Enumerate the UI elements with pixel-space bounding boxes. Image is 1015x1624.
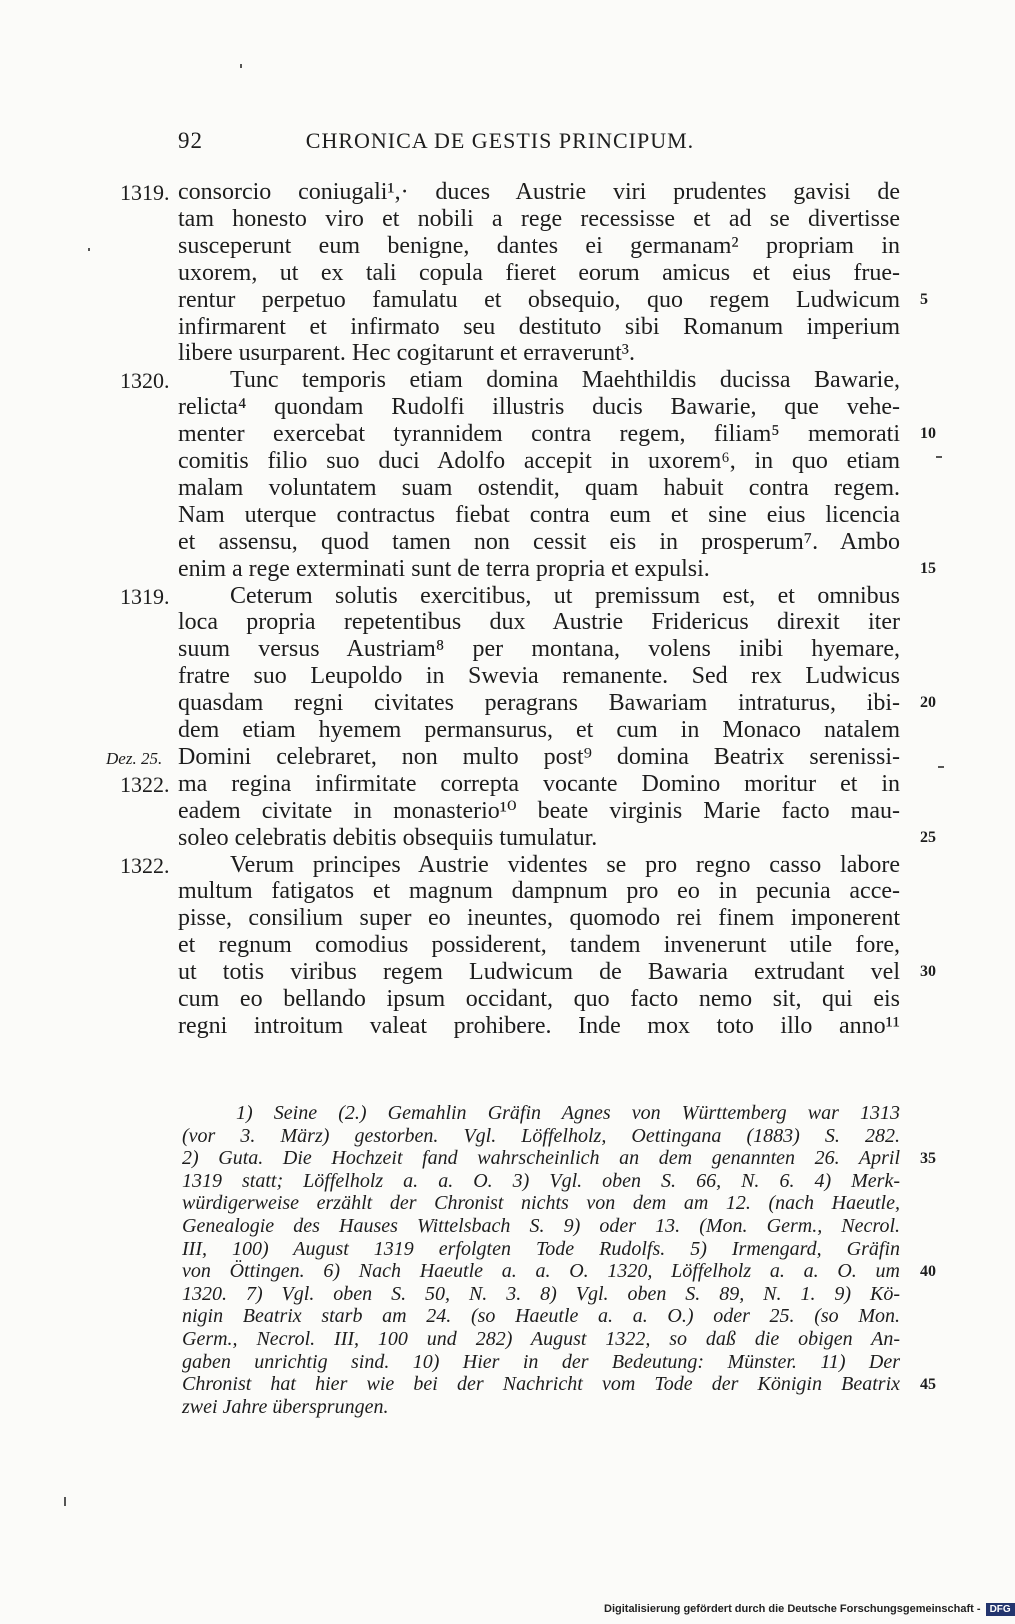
text-line bbox=[0, 178, 1000, 206]
margin-year: 1322. bbox=[120, 771, 170, 797]
footnote-line bbox=[0, 1351, 1000, 1373]
text-line bbox=[0, 824, 1000, 852]
line-text: loca propria repetentibus dux Austrie Fridericus direxit iter bbox=[178, 609, 900, 636]
line-number: 15 bbox=[920, 559, 936, 577]
line-text: ut totis viribus regem Ludwicum de Bawaria extrudant vel bbox=[178, 959, 900, 986]
footnote-text: zwei Jahre übersprungen. bbox=[182, 1395, 389, 1418]
running-title: CHRONICA DE GESTIS PRINCIPUM. bbox=[305, 128, 695, 153]
text-line bbox=[0, 1012, 1000, 1040]
line-number: 5 bbox=[920, 290, 928, 308]
margin-year: 1319. bbox=[120, 583, 170, 609]
text-line bbox=[0, 608, 1000, 636]
scan-speck bbox=[64, 1497, 66, 1506]
text-line bbox=[0, 393, 1000, 421]
margin-year: 1319. bbox=[120, 180, 170, 205]
footnote-text: Genealogie des Hauses Wittelsbach S. 9) oder 13. (Mon. Germ., Necrol. bbox=[182, 1215, 900, 1237]
text-line bbox=[0, 447, 1000, 475]
line-number: 45 bbox=[920, 1376, 936, 1394]
line-text: relicta⁴ quondam Rudolfi illustris ducis Bawarie, que vehe- bbox=[178, 394, 900, 421]
footnote-line bbox=[0, 1192, 1000, 1214]
scan-speck bbox=[240, 64, 242, 68]
line-text: multum fatigatos et magnum dampnum pro eo in pecunia acce- bbox=[178, 878, 900, 905]
footnote-line bbox=[0, 1283, 1000, 1305]
line-text: susceperunt eum benigne, dantes ei germanam² propriam in bbox=[178, 232, 900, 259]
scan-speck bbox=[936, 456, 942, 458]
line-text: regni introitum valeat prohibere. Inde mox toto illo anno¹¹ bbox=[178, 1012, 900, 1039]
footnote-line bbox=[0, 1170, 1000, 1192]
footnote-line bbox=[0, 1147, 1000, 1169]
line-text: libere usurparent. Hec cogitarunt et erraverunt³. bbox=[178, 340, 635, 367]
text-line bbox=[0, 958, 1000, 986]
footnote-line bbox=[0, 1102, 1000, 1124]
line-number: 35 bbox=[920, 1150, 936, 1168]
text-line bbox=[0, 528, 1000, 556]
text-line bbox=[0, 286, 1000, 314]
footnote-text: 2) Guta. Die Hochzeit fand wahrscheinlich an dem genannten 26. April bbox=[182, 1147, 900, 1170]
text-line bbox=[0, 851, 1000, 879]
text-line bbox=[0, 743, 1000, 771]
footnote-line bbox=[0, 1373, 1000, 1395]
line-text: ma regina infirmitate correpta vocante Domino moritur et in bbox=[178, 770, 900, 797]
line-text: Verum principes Austrie videntes se pro regno casso labore bbox=[230, 851, 900, 878]
line-number: 10 bbox=[920, 425, 936, 443]
margin-year: 1322. bbox=[120, 852, 170, 878]
text-line bbox=[0, 501, 1000, 529]
line-text: Ceterum solutis exercitibus, ut premissum est, et omnibus bbox=[230, 582, 900, 609]
text-line bbox=[0, 770, 1000, 798]
line-text: enim a rege exterminati sunt de terra propria et expulsi. bbox=[178, 555, 710, 582]
line-text: suum versus Austriam⁸ per montana, volens inibi hyemare, bbox=[178, 636, 900, 663]
text-line bbox=[0, 366, 1000, 394]
line-text: infirmarent et infirmato seu destituto sibi Romanum imperium bbox=[178, 313, 900, 340]
footnote-line bbox=[0, 1305, 1000, 1327]
dfg-logo: DFG bbox=[986, 1603, 1015, 1616]
footnote-text: 1) Seine (2.) Gemahlin Gräfin Agnes von Württemberg war 1313 bbox=[236, 1102, 900, 1124]
line-text: pisse, consilium super eo ineuntes, quomodo rei finem imponerent bbox=[178, 905, 900, 932]
footnote-line bbox=[0, 1238, 1000, 1260]
line-text: Tunc temporis etiam domina Maehthildis ducissa Bawarie, bbox=[230, 367, 900, 394]
line-text: consorcio coniugali¹,· duces Austrie viri prudentes gavisi de bbox=[178, 179, 900, 205]
footnote-line bbox=[0, 1260, 1000, 1282]
line-number: 40 bbox=[920, 1263, 936, 1281]
text-line bbox=[0, 582, 1000, 610]
footnote-text: Germ., Necrol. III, 100 und 282) August 1322, so daß die obigen An- bbox=[182, 1328, 900, 1350]
line-text: fratre suo Leupoldo in Swevia remanente. Sed rex Ludwicus bbox=[178, 663, 900, 690]
line-text: malam voluntatem suam ostendit, quam habuit contra regem. bbox=[178, 474, 900, 501]
footnote-line bbox=[0, 1215, 1000, 1237]
line-text: rentur perpetuo famulatu et obsequio, quo regem Ludwicum bbox=[178, 286, 900, 313]
text-line bbox=[0, 259, 1000, 287]
text-line bbox=[0, 205, 1000, 233]
line-text: dem etiam hyemem permansurus, et cum in Monaco natalem bbox=[178, 717, 900, 743]
text-line bbox=[0, 716, 1000, 744]
text-line bbox=[0, 420, 1000, 448]
footnote-text: (vor 3. März) gestorben. Vgl. Löffelholz, Oettingana (1883) S. 282. bbox=[182, 1124, 900, 1147]
text-line bbox=[0, 985, 1000, 1013]
scan-speck bbox=[88, 248, 90, 251]
footnote-text: III, 100) August 1319 erfolgten Tode Rudolfs. 5) Irmengard, Gräfin bbox=[182, 1237, 900, 1260]
line-text: eadem civitate in monasterio¹⁰ beate virginis Marie facto mau- bbox=[178, 797, 900, 824]
footnote-text: 1319 statt; Löffelholz a. a. O. 3) Vgl. oben S. 66, N. 6. 4) Merk- bbox=[182, 1169, 900, 1192]
text-line bbox=[0, 662, 1000, 690]
footnote-line bbox=[0, 1328, 1000, 1350]
line-text: Nam uterque contractus fiebat contra eum et sine eius licencia bbox=[178, 501, 900, 528]
line-text: uxorem, ut ex tali copula fieret eorum amicus et eius frue- bbox=[178, 259, 900, 286]
line-text: et regnum comodius possiderent, tandem invenerunt utile fore, bbox=[178, 932, 900, 959]
text-line bbox=[0, 313, 1000, 341]
text-line bbox=[0, 555, 1000, 583]
line-text: et assensu, quod tamen non cessit eis in prosperum⁷. Ambo bbox=[178, 528, 900, 555]
footnote-line bbox=[0, 1125, 1000, 1147]
text-line bbox=[0, 931, 1000, 959]
line-text: comitis filio suo duci Adolfo accepit in uxorem⁶, in quo etiam bbox=[178, 448, 900, 474]
page-number: 92 bbox=[178, 128, 203, 153]
text-line bbox=[0, 474, 1000, 502]
text-line bbox=[0, 339, 1000, 367]
line-number: 25 bbox=[920, 828, 936, 846]
scan-speck bbox=[938, 766, 944, 768]
text-line bbox=[0, 877, 1000, 905]
footnote-text: von Öttingen. 6) Nach Haeutle a. a. O. 1320, Löffelholz a. a. O. um bbox=[182, 1260, 900, 1283]
footnote-text: 1320. 7) Vgl. oben S. 50, N. 3. 8) Vgl. oben S. 89, N. 1. 9) Kö- bbox=[182, 1282, 900, 1305]
line-text: soleo celebratis debitis obsequiis tumulatur. bbox=[178, 824, 598, 851]
line-text: quasdam regni civitates peragrans Bawariam intraturus, ibi- bbox=[178, 690, 900, 717]
footnote-line bbox=[0, 1396, 1000, 1418]
margin-year: Dez. 25. bbox=[106, 748, 163, 768]
margin-year: 1320. bbox=[120, 368, 170, 394]
line-text: tam honesto viro et nobili a rege recessisse et ad se divertisse bbox=[178, 205, 900, 232]
text-line bbox=[0, 232, 1000, 260]
text-line bbox=[0, 904, 1000, 932]
credit-text: Digitalisierung gefördert durch die Deutsche Forschungsgemeinschaft - bbox=[604, 1603, 981, 1615]
running-head bbox=[0, 128, 1000, 164]
line-number: 20 bbox=[920, 694, 936, 712]
text-line bbox=[0, 635, 1000, 663]
digitization-credit bbox=[604, 1603, 1015, 1616]
line-text: menter exercebat tyrannidem contra regem, filiam⁵ memorati bbox=[178, 421, 900, 448]
footnote-text: gaben unrichtig sind. 10) Hier in der Bedeutung: Münster. 11) Der bbox=[182, 1350, 900, 1373]
text-line bbox=[0, 689, 1000, 717]
footnote-text: nigin Beatrix starb am 24. (so Haeutle a. a. O.) oder 25. (so Mon. bbox=[182, 1305, 900, 1328]
line-text: cum eo bellando ipsum occidant, quo facto nemo sit, qui eis bbox=[178, 986, 900, 1012]
line-text: Domini celebraret, non multo post⁹ domina Beatrix serenissi- bbox=[178, 743, 900, 770]
line-number: 30 bbox=[920, 963, 936, 981]
footnote-text: würdigerweise erzählt der Chronist nichts von dem am 12. (nach Haeutle, bbox=[182, 1192, 900, 1215]
text-line bbox=[0, 797, 1000, 825]
footnote-text: Chronist hat hier wie bei der Nachricht vom Tode der Königin Beatrix bbox=[182, 1373, 900, 1396]
